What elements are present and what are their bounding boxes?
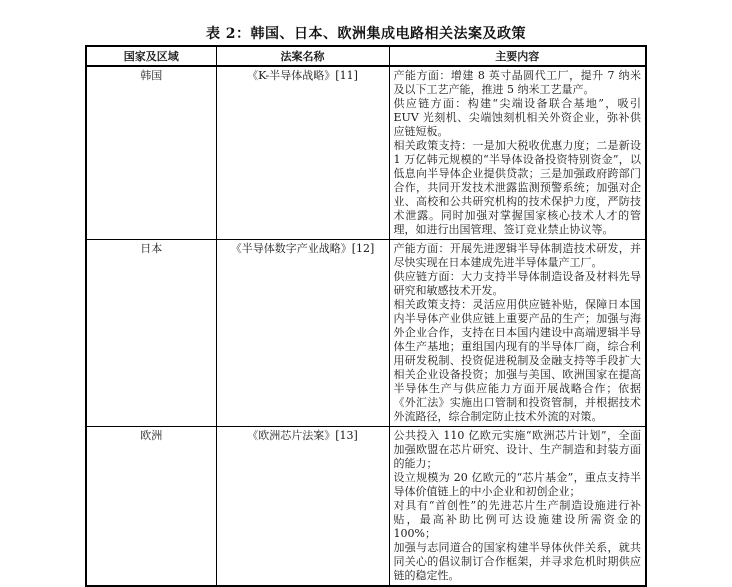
policy-paragraph: 供应链方面：大力支持半导体制造设备及材料先导研究和敏感技术开发。: [393, 270, 641, 297]
law-cell-korea: 《K-半导体战略》[11]: [216, 66, 389, 240]
content-cell-korea: [389, 66, 646, 240]
table-row-europe: [86, 427, 646, 587]
policy-table: [85, 45, 647, 587]
law-cell-europe: 《欧洲芯片法案》[13]: [216, 427, 389, 587]
table-row-japan: [86, 240, 646, 427]
law-cell-japan: 《半导体数字产业战略》[12]: [216, 240, 389, 427]
table-caption: 表 2：韩国、日本、欧洲集成电路相关法案及政策: [205, 26, 527, 42]
policy-paragraph: 设立规模为 20 亿欧元的“芯片基金”，重点支持半导体价值链上的中小企业和初创企业；: [393, 471, 641, 498]
region-cell-korea: 韩国: [86, 66, 216, 240]
region-cell-japan: 日本: [86, 240, 216, 427]
content-cell-japan: [389, 240, 646, 427]
header-row: [86, 46, 646, 66]
table-body: [86, 66, 646, 586]
region-cell-europe: 欧洲: [86, 427, 216, 587]
content-cell-europe: [389, 427, 646, 587]
header-law: 法案名称: [216, 46, 389, 66]
policy-paragraph: 相关政策支持：灵活应用供应链补贴，保障日本国内半导体产业供应链上重要产品的生产；加强与海外企业合作，支持在日本国内建设中高端逻辑半导体生产基地；重组国内现有的半导体厂商，综合利用研发税制、投资促进税制及金融支持等手段扩大相关企业设备投资；加强与美国、欧洲国家在提高半导体生产与供应能力方面开展战略合作；依据《外汇法》实施出口管制和投资管制，并根据技术外流路径，综合制定防止技术外流的对策。: [393, 298, 641, 423]
table-row-korea: [86, 66, 646, 240]
policy-paragraph: 公共投入 110 亿欧元实施“欧洲芯片计划”，全面加强欧盟在芯片研究、设计、生产制造和封装方面的能力；: [393, 429, 641, 470]
policy-paragraph: 对具有“首创性”的先进芯片生产制造设施进行补贴，最高补助比例可达设施建设所需资金的 100%；: [393, 499, 641, 540]
table-header: [86, 46, 646, 66]
header-region: 国家及区域: [86, 46, 216, 66]
policy-paragraph: 产能方面：开展先进逻辑半导体制造技术研发，并尽快实现在日本建成先进半导体量产工厂。: [393, 242, 641, 269]
header-content: 主要内容: [389, 46, 646, 66]
policy-paragraph: 供应链方面：构建“尖端设备联合基地”，吸引 EUV 光刻机、尖端蚀刻机相关外资企业，弥补供应链短板。: [393, 97, 641, 138]
policy-paragraph: 相关政策支持：一是加大税收优惠力度；二是新设 1 万亿韩元规模的“半导体设备投资特别资金”，以低息向半导体企业提供贷款；三是加强政府跨部门合作，共同开发技术泄露监测预警系统；加强对企业、高校和公共研究机构的技术保护力度，严防技术泄露。同时加强对掌握国家核心技术人才的管理，如进行出国管理、签订竞业禁止协议等。: [393, 139, 641, 236]
policy-paragraph: 产能方面：增建 8 英寸晶圆代工厂，提升 7 纳米及以下工艺产能，推进 5 纳米工艺量产。: [393, 69, 641, 96]
policy-paragraph: 加强与志同道合的国家构建半导体伙伴关系，就共同关心的倡议制订合作框架，并寻求危机时期供应链的稳定性。: [393, 541, 641, 582]
